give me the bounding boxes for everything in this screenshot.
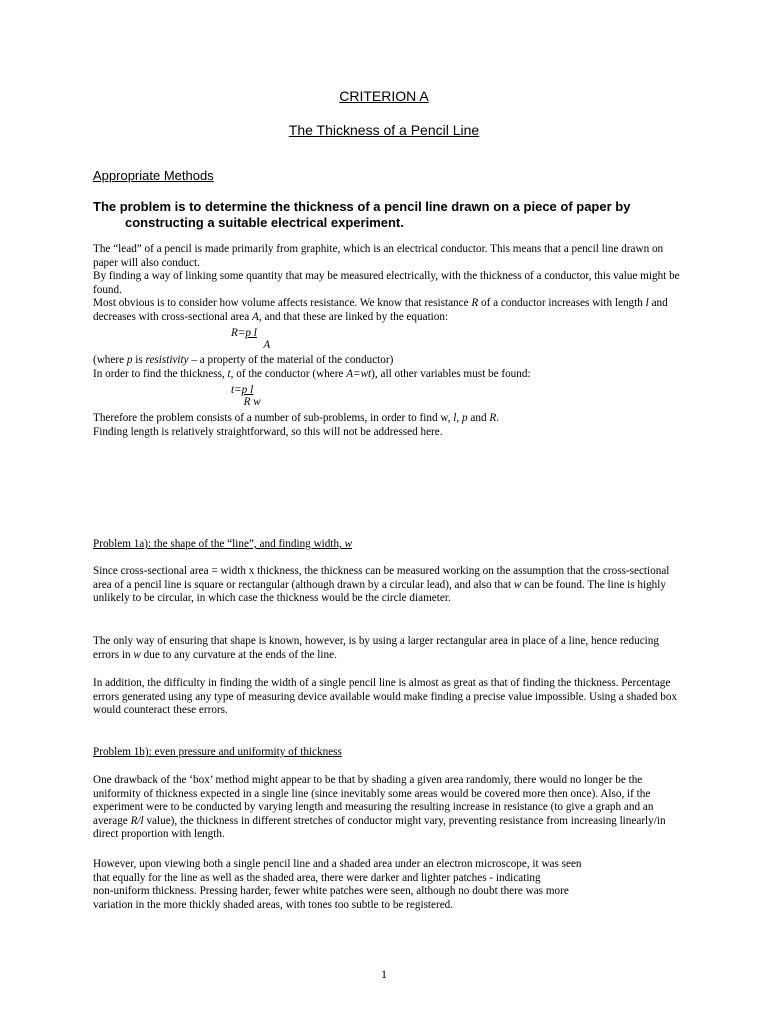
problem-statement: [93, 199, 653, 231]
problem-statement-line2: constructing a suitable electrical experiment.: [125, 215, 404, 230]
thickness-note: In order to find the thickness, t, of the conductor (where A=wt), all other variables must be found:: [93, 367, 531, 380]
thickness-equation: $t=\frac{\text{p l}}{\text{R w}}$: [231, 384, 261, 408]
intro-p1: The “lead” of a pencil is made primarily from graphite, which is an electrical conductor. This means that a pencil line drawn on paper will also conduct.: [93, 243, 664, 269]
problem-1b-paragraph-2: However, upon viewing both a single pencil line and a shaded area under an electron microscope, it was seen that equally for the line as well as the shaded area, there were darker and lighter patches - indicating non-uniform thickness. Pressing harder, fewer white patches were seen, although no doubt there was more variation in the more thickly shaded areas, with tones too subtle to be registered.: [93, 858, 582, 911]
resistance-equation: $R=\frac{\text{p l}}{A}$: [231, 327, 271, 351]
page-number: 1: [381, 967, 387, 981]
where-note: (where p is resistivity – a property of the material of the conductor) In order to find the thickness, t, of the conductor (where A=wt), all other variables must be found:: [93, 354, 683, 381]
problem-1a-paragraph-2: The only way of ensuring that shape is known, however, is by using a larger rectangular area in place of a line, hence reducing errors in w due to any curvature at the ends of the line.: [93, 635, 659, 661]
problem-1a-heading: Problem 1a): the shape of the “line”, and finding width, w: [93, 538, 353, 550]
subproblems-paragraph: Therefore the problem consists of a number of sub-problems, in order to find w, l, p and R. Finding length is relatively straightforward, so this will not be addressed here.: [93, 412, 683, 439]
problem-1a-paragraph-3: In addition, the difficulty in finding the width of a single pencil line is almost as great as that of finding the thickness. Percentage errors generated using any type of measuring device available would make finding a precise value impossible. Using a shaded box would counteract these errors.: [93, 677, 678, 717]
intro-p2: By finding a way of linking some quantity that may be measured electrically, with the thickness of a conductor, this value might be found.: [93, 270, 680, 296]
section-heading: Appropriate Methods: [93, 168, 214, 183]
problem-statement-line1: The problem is to determine the thickness of a pencil line drawn on a piece of paper by: [93, 199, 631, 214]
length-note: Finding length is relatively straightforward, so this will not be addressed here.: [93, 425, 443, 438]
problem-1b-paragraph-1: One drawback of the ‘box’ method might appear to be that by shading a given area randomly, there would no longer be the uniformity of thickness expected in a single line (since inevitably some areas would be covered more then once). Also, if the experiment were to be conducted by varying length and measuring the resulting increase in resistance (to give a graph and an average R/l value), the thickness in different stretches of conductor might vary, preventing resistance from increasing linearly/in direct proportion with length.: [93, 774, 666, 841]
intro-p3: Most obvious is to consider how volume affects resistance. We know that resistance R of a conductor increases with length l and decreases with cross-sectional area A, and that these are linked by the equation:: [93, 297, 668, 323]
problem-1a-paragraph-1: Since cross-sectional area = width x thickness, the thickness can be measured working on the assumption that the cross-sectional area of a pencil line is square or rectangular (although drawn by a circular lead), and also that w can be found. The line is highly unlikely to be circular, in which case the thickness would be the circle diameter.: [93, 565, 670, 605]
intro-paragraph: [93, 243, 683, 325]
document-title: The Thickness of a Pencil Line: [288, 122, 480, 138]
criterion-heading: CRITERION A: [339, 88, 429, 104]
problem-1b-heading: Problem 1b): even pressure and uniformity of thickness: [93, 746, 342, 758]
